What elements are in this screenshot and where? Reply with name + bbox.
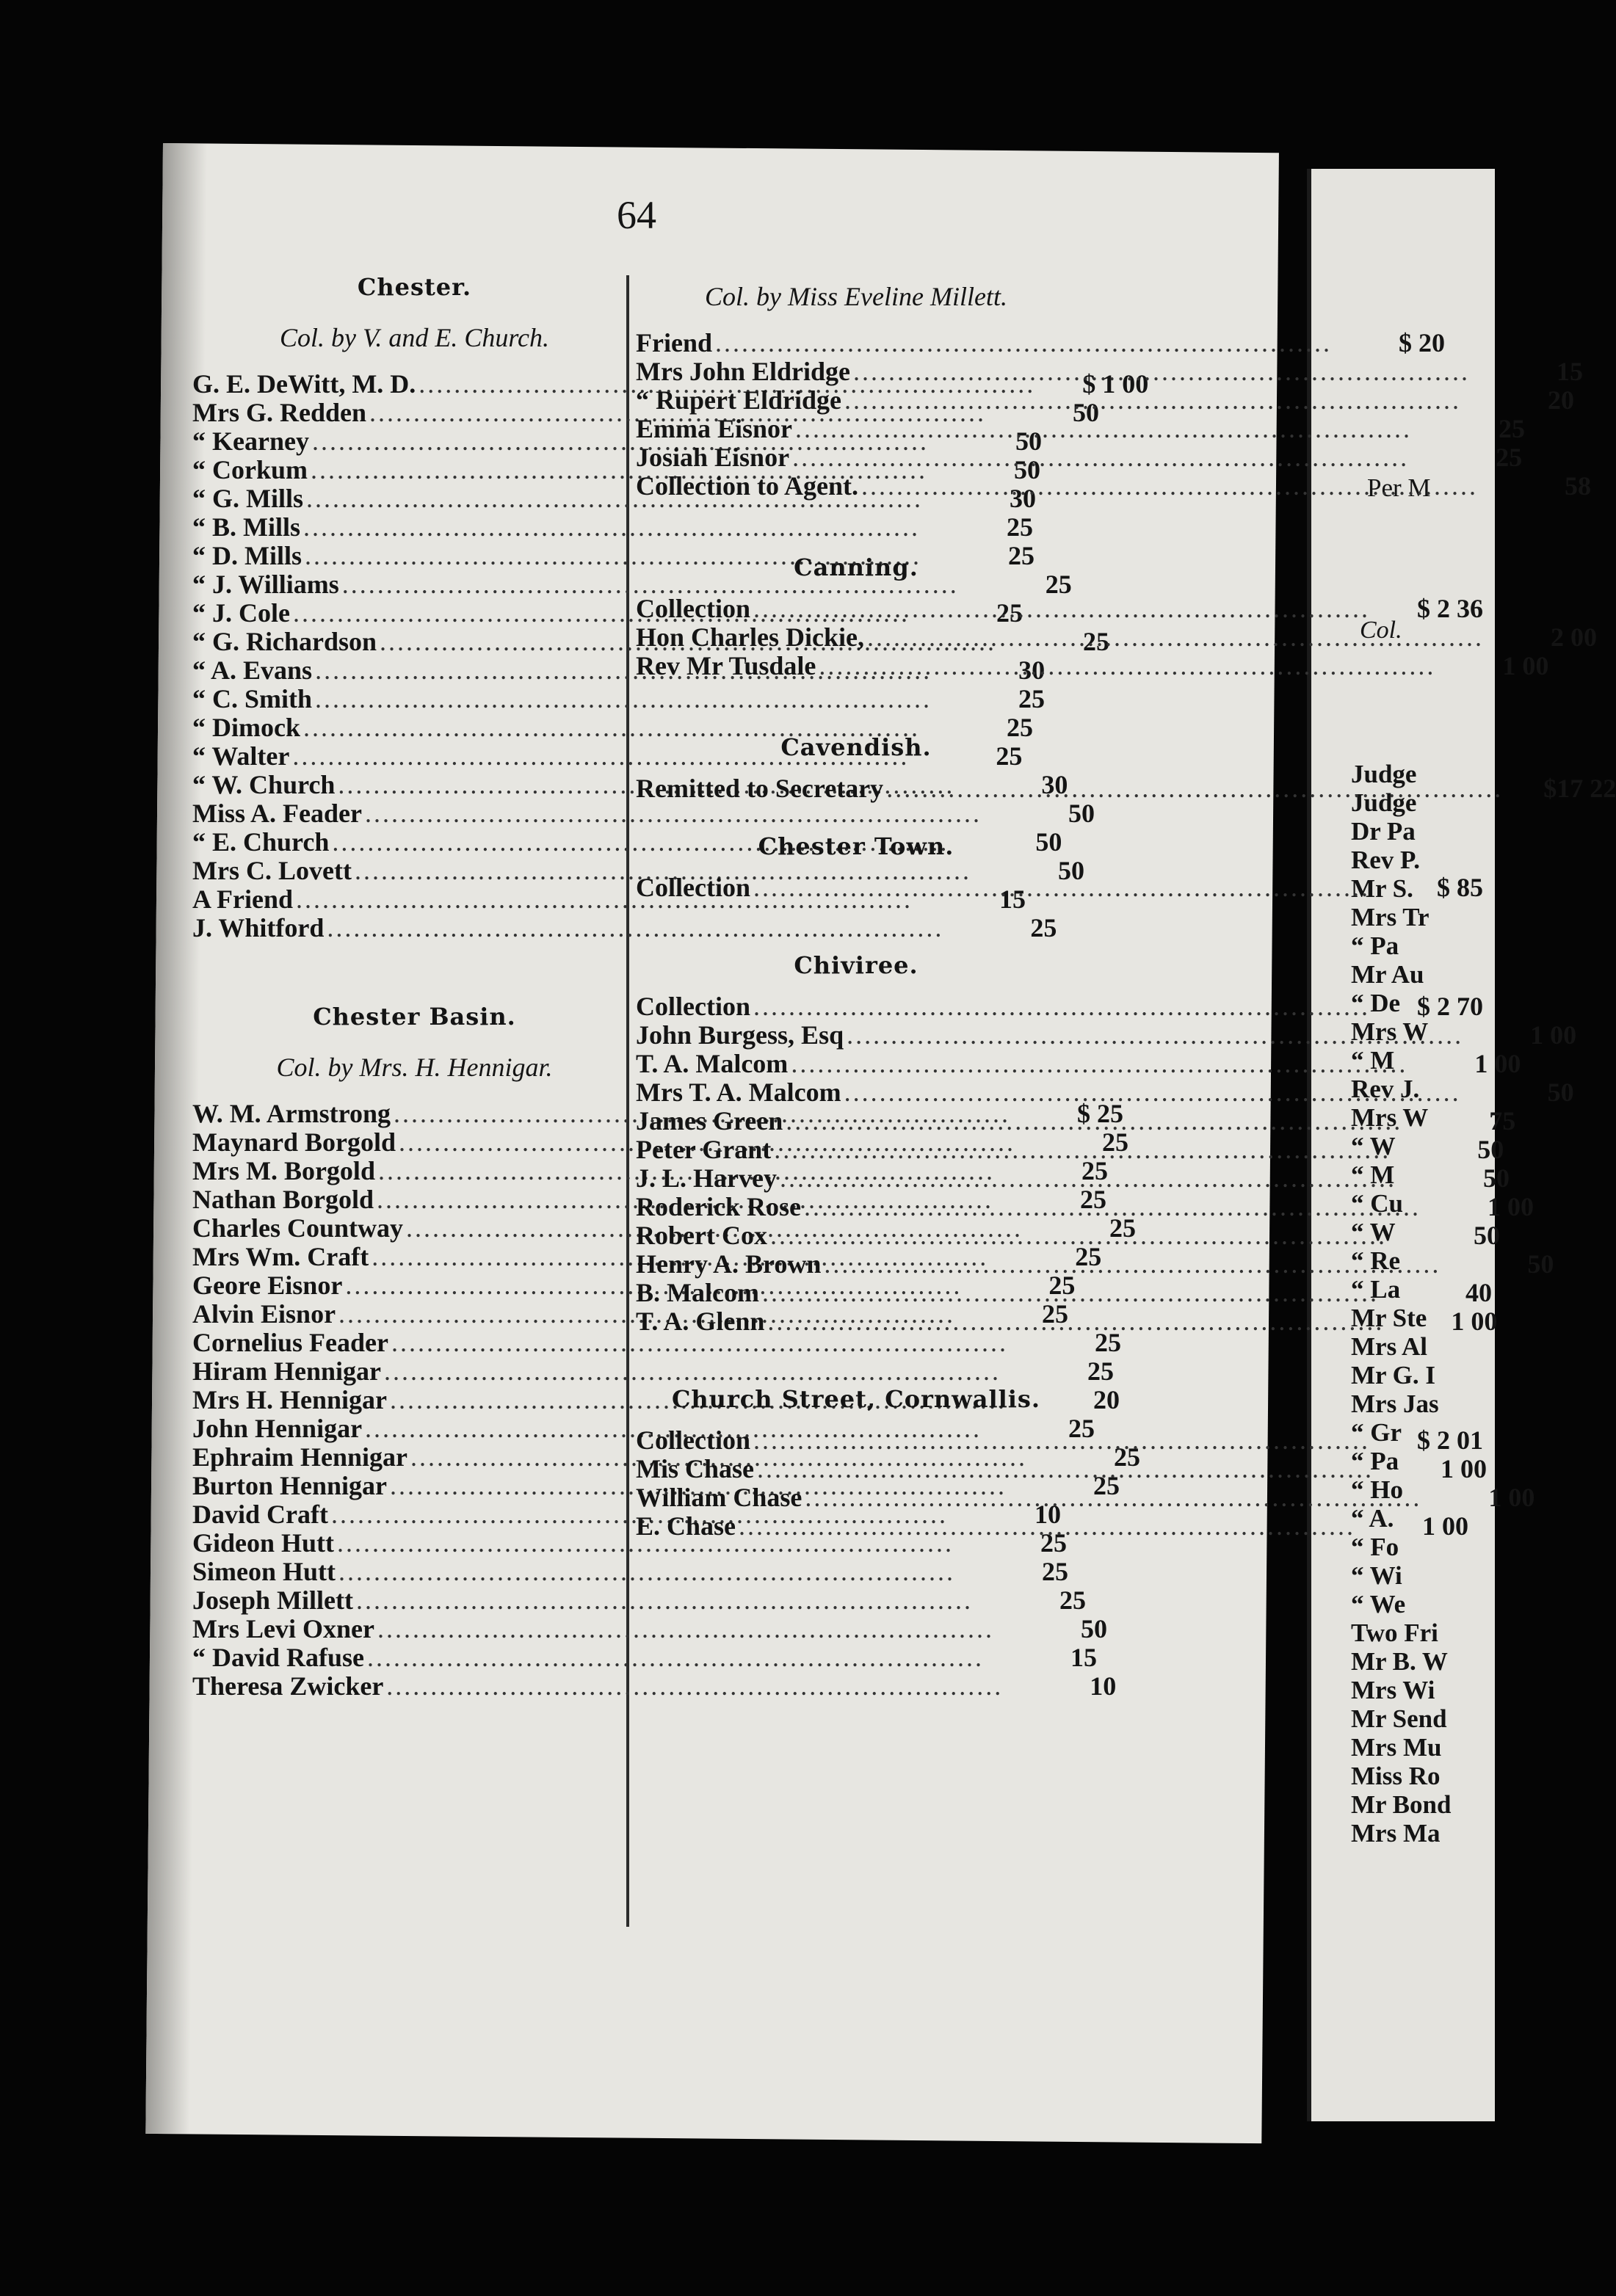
donation-amount: 25 [1018, 684, 1046, 713]
dot-leader [883, 774, 1506, 803]
dot-leader [383, 1672, 1006, 1701]
donor-name: Remitted to Secretary [636, 774, 884, 803]
donation-amount: 25 [1075, 1242, 1102, 1271]
dot-leader [750, 595, 1373, 623]
donation-amount: $ 2 70 [1416, 992, 1483, 1021]
donation-amount: 25 [1042, 1299, 1069, 1329]
donor-name: Collection [636, 1425, 750, 1455]
donation-amount: 1 00 [1441, 1454, 1487, 1483]
dot-leader [712, 329, 1335, 357]
collector-line: Col. by Miss Eveline Millett. [705, 282, 1007, 311]
donor-name: Ephraim Hennigar [192, 1442, 408, 1472]
dot-leader [844, 1021, 1466, 1050]
donor-name: J. Whitford [192, 913, 325, 942]
dot-leader [816, 652, 1438, 680]
donor-row [636, 651, 1549, 680]
facing-page-line: “ Ho [1351, 1475, 1403, 1504]
donor-row [636, 443, 1523, 472]
donor-name: John Hennigar [192, 1414, 363, 1443]
donation-amount: 50 [1035, 827, 1062, 857]
facing-page-line: Mrs Ma [1351, 1819, 1441, 1848]
facing-page-line: “ Re [1351, 1246, 1401, 1275]
donation-amount: 1 00 [1488, 1483, 1535, 1512]
donation-amount: 25 [1007, 512, 1034, 542]
donation-amount: 50 [1015, 426, 1042, 456]
donor-row [636, 1049, 1521, 1078]
donor-name: David Craft [192, 1500, 328, 1529]
section-title: Canning. [794, 553, 918, 581]
donor-row [192, 913, 1057, 942]
dot-leader [783, 1107, 1405, 1136]
donation-amount: 25 [1059, 1585, 1086, 1615]
facing-page-line: Judge [1351, 788, 1417, 817]
donor-name: Joseph Millett [192, 1585, 353, 1615]
donor-name: Collection to Agent. [636, 471, 858, 501]
donor-name: “ G. Richardson [192, 627, 377, 656]
donation-amount: 25 [1048, 1271, 1076, 1300]
donor-name: Mrs T. A. Malcom [636, 1078, 841, 1107]
section-title: Cavendish. [780, 733, 932, 761]
donor-name: James Green [636, 1106, 783, 1136]
donor-name: Cornelius Feader [192, 1328, 388, 1357]
donor-name: B. Malcom [636, 1278, 759, 1307]
donation-amount: 25 [1499, 414, 1526, 443]
donor-row [192, 1356, 1114, 1386]
donor-name: Theresa Zwicker [192, 1671, 384, 1701]
donor-name: Mrs G. Redden [192, 398, 366, 427]
donor-row [192, 1328, 1121, 1357]
section-title: Church Street, Cornwallis. [671, 1385, 1041, 1413]
donor-row [192, 713, 1033, 742]
donor-row [192, 570, 1072, 599]
donor-name: “ Corkum [192, 455, 308, 484]
donation-amount: 50 [1473, 1221, 1500, 1250]
donor-name: “ B. Mills [192, 512, 301, 542]
facing-page-line: Rev P. [1351, 846, 1420, 874]
facing-page-top-text: Per M [1367, 473, 1431, 502]
donor-name: J. L. Harvey [636, 1163, 777, 1193]
facing-page-line: “ W [1351, 1132, 1396, 1160]
donation-amount: 15 [999, 884, 1026, 914]
donor-row [192, 1528, 1068, 1558]
donor-name: “ C. Smith [192, 684, 313, 713]
donor-name: G. E. DeWitt, M. D. [192, 369, 416, 399]
donor-name: Mrs John Eldridge [636, 357, 851, 386]
donation-amount: 50 [1477, 1135, 1504, 1164]
donation-amount: 30 [1010, 484, 1036, 513]
donor-name: T. A. Malcom [636, 1049, 789, 1078]
dot-leader [754, 1455, 1377, 1483]
facing-page-line: Rev J. [1351, 1075, 1420, 1103]
dot-leader [771, 1136, 1394, 1164]
section-spacer [636, 501, 1076, 545]
donor-name: “ Rupert Eldridge [636, 385, 842, 415]
donor-name: “ Dimock [192, 713, 300, 742]
facing-page-line: Mrs Wi [1351, 1676, 1435, 1704]
dot-leader [750, 992, 1373, 1021]
donation-amount: $ 2 01 [1416, 1425, 1483, 1455]
donor-row [636, 1511, 1469, 1541]
donor-name: Simeon Hutt [192, 1557, 336, 1586]
donor-name: Geore Eisnor [192, 1271, 343, 1300]
facing-page-line: Mrs Mu [1351, 1733, 1442, 1762]
donation-amount: 1 00 [1474, 1049, 1521, 1078]
donation-amount: 25 [1102, 1127, 1129, 1157]
section-spacer [192, 942, 637, 994]
donation-amount: 1 00 [1502, 651, 1549, 680]
donor-name: Charles Countway [192, 1213, 404, 1243]
donation-amount: 25 [1068, 1414, 1095, 1443]
facing-page-line: “ Pa [1351, 931, 1399, 960]
dot-leader [374, 1615, 997, 1643]
facing-page-line: Mrs Jas [1351, 1389, 1439, 1418]
collector-line: Col. by Mrs. H. Hennigar. [276, 1053, 553, 1082]
facing-page-line: “ Wi [1351, 1561, 1402, 1590]
donor-row [192, 799, 1095, 828]
section-spacer [636, 680, 1076, 724]
donor-name: Emma Eisnor [636, 414, 793, 443]
dot-leader [788, 1050, 1410, 1078]
donation-amount: 1 00 [1451, 1307, 1498, 1336]
facing-page-line: “ Gr [1351, 1418, 1402, 1447]
donor-name: Nathan Borgold [192, 1185, 374, 1214]
donor-row [192, 1557, 1069, 1586]
donation-amount: 75 [1489, 1106, 1516, 1136]
facing-page-line: “ We [1351, 1590, 1406, 1619]
dot-leader [841, 386, 1464, 415]
donation-amount: 50 [1057, 856, 1084, 885]
facing-page-line: Mrs W [1351, 1103, 1429, 1132]
facing-page-line: “ A. [1351, 1504, 1394, 1533]
donation-amount: $ 20 [1399, 328, 1445, 357]
dot-leader [759, 1279, 1382, 1307]
donation-amount: 50 [1080, 1614, 1107, 1643]
donor-row [192, 1614, 1107, 1643]
section-title: Chester Basin. [313, 1003, 516, 1031]
facing-page-line: Mrs Al [1351, 1332, 1428, 1361]
donor-name: A Friend [192, 884, 294, 914]
donor-row [192, 512, 1034, 542]
donation-amount: 25 [1045, 570, 1072, 599]
donation-amount: 25 [1081, 1156, 1108, 1185]
donation-amount: 15 [1557, 357, 1584, 386]
dot-leader [789, 443, 1412, 472]
dot-leader [801, 1193, 1424, 1221]
facing-page-line: Two Fri [1351, 1619, 1438, 1647]
donation-amount: 1 00 [1530, 1020, 1577, 1050]
donor-row [192, 684, 1046, 713]
donation-amount: 25 [1114, 1442, 1141, 1472]
donation-amount: 25 [1083, 627, 1110, 656]
facing-page-line: “ De [1351, 989, 1401, 1017]
dot-leader [750, 1426, 1373, 1455]
facing-page-line: “ La [1351, 1275, 1401, 1304]
dot-leader [777, 1164, 1399, 1193]
donor-name: “ W. Church [192, 770, 336, 799]
donor-name: “ A. Evans [192, 655, 313, 685]
donor-name: W. M. Armstrong [192, 1099, 391, 1128]
donor-name: Hon Charles Dickie, [636, 622, 864, 652]
section-title: Chiviree. [794, 951, 918, 979]
donor-name: “ G. Mills [192, 484, 303, 513]
donation-amount: 2 00 [1551, 622, 1597, 652]
donor-name: “ J. Williams [192, 570, 339, 599]
donation-amount: 25 [1094, 1328, 1121, 1357]
donor-name: Maynard Borgold [192, 1127, 396, 1157]
donation-amount: 25 [1007, 713, 1033, 742]
donor-name: Roderick Rose [636, 1192, 801, 1221]
section-spacer [636, 803, 1076, 824]
section-spacer [636, 902, 1076, 942]
donor-name: Rev Mr Tusdale [636, 651, 816, 680]
donation-amount: 40 [1465, 1278, 1492, 1307]
facing-page-line: Mr Bond [1351, 1790, 1452, 1819]
facing-page-line: Mr Ste [1351, 1304, 1427, 1332]
facing-page-line: Dr Pa [1351, 817, 1416, 846]
donation-amount: $ 1 00 [1082, 369, 1149, 399]
donation-amount: 25 [1093, 1471, 1120, 1500]
dot-leader [850, 357, 1473, 386]
donor-name: Alvin Eisnor [192, 1299, 336, 1329]
donation-amount: 25 [1080, 1185, 1107, 1214]
donor-name: Mis Chase [636, 1454, 754, 1483]
donor-name: Josiah Eisnor [636, 443, 790, 472]
donation-amount: 58 [1564, 471, 1591, 501]
donor-name: E. Chase [636, 1511, 736, 1541]
donor-name: Mrs Levi Oxner [192, 1614, 374, 1643]
facing-page-line: “ W [1351, 1218, 1396, 1246]
facing-page-line: “ Fo [1351, 1533, 1399, 1561]
donation-amount: 25 [1030, 913, 1057, 942]
donation-amount: 1 00 [1422, 1511, 1469, 1541]
donor-row [192, 1585, 1086, 1615]
facing-page-line: Mr Au [1351, 960, 1424, 989]
donor-name: John Burgess, Esq [636, 1020, 844, 1050]
dot-leader [767, 1221, 1390, 1250]
donor-name: Mrs C. Lovett [192, 856, 352, 885]
donation-amount: 25 [1040, 1528, 1068, 1558]
donor-name: Gideon Hutt [192, 1528, 335, 1558]
dot-leader [336, 1558, 958, 1586]
dot-leader [858, 472, 1481, 501]
donor-row [636, 328, 1445, 357]
donation-amount: $ 2 36 [1416, 594, 1483, 623]
donation-amount: 25 [1008, 541, 1035, 570]
donor-name: Burton Hennigar [192, 1471, 388, 1500]
donation-amount: 15 [1070, 1643, 1098, 1672]
donor-name: Mrs M. Borgold [192, 1156, 375, 1185]
donor-name: Mrs Wm. Craft [192, 1242, 369, 1271]
donation-amount: 25 [996, 598, 1023, 628]
facing-page-line: Mrs Tr [1351, 903, 1430, 931]
donation-amount: $ 85 [1436, 873, 1483, 902]
facing-page-line: Judge [1351, 760, 1417, 788]
donation-amount: 30 [1041, 770, 1068, 799]
dot-leader [802, 1483, 1424, 1512]
facing-page-line: “ Cu [1351, 1189, 1403, 1218]
facing-page-line: Mr G. I [1351, 1361, 1436, 1389]
facing-page-line: “ M [1351, 1160, 1395, 1189]
facing-page-line: Mrs W [1351, 1017, 1429, 1046]
donation-amount: $17 22 [1543, 774, 1616, 803]
donation-amount: 20 [1093, 1385, 1120, 1414]
section-title: Chester Town. [758, 832, 954, 860]
donor-row [636, 414, 1526, 443]
dot-leader [841, 1078, 1464, 1107]
donor-name: William Chase [636, 1483, 802, 1512]
donor-name: Mrs H. Hennigar [192, 1385, 387, 1414]
donation-amount: 25 [1042, 1557, 1069, 1586]
donor-name: T. A. Glenn [636, 1307, 765, 1336]
facing-page-line: “ M [1351, 1046, 1395, 1075]
donation-amount: 30 [1018, 655, 1046, 685]
donor-name: “ D. Mills [192, 541, 302, 570]
donation-amount: 25 [1087, 1356, 1114, 1386]
donor-name: Friend [636, 328, 712, 357]
facing-page-collector: Col. [1360, 617, 1402, 644]
donor-name: Henry A. Brown [636, 1249, 822, 1279]
donor-name: Collection [636, 873, 750, 902]
facing-page-line: Mr S. [1351, 874, 1413, 903]
dot-leader [764, 1307, 1387, 1336]
facing-page-line: Miss Ro [1351, 1762, 1441, 1790]
donor-row [192, 856, 1084, 885]
donor-name: Collection [636, 594, 750, 623]
dot-leader [353, 1586, 976, 1615]
donor-name: Hiram Hennigar [192, 1356, 381, 1386]
page-number: 64 [617, 193, 656, 237]
dot-leader [364, 1643, 987, 1672]
donation-amount: 50 [1073, 398, 1099, 427]
dot-leader [821, 1250, 1443, 1279]
dot-leader [736, 1512, 1358, 1541]
donor-row [192, 1671, 1117, 1701]
donation-amount: 1 00 [1487, 1192, 1534, 1221]
donor-row [192, 1643, 1098, 1672]
donor-name: “ David Rafuse [192, 1643, 365, 1672]
collector-line: Col. by V. and E. Church. [280, 323, 549, 352]
section-spacer [636, 1336, 1076, 1376]
donor-name: “ Kearney [192, 426, 309, 456]
section-title: Chester. [357, 273, 472, 301]
donation-amount: 50 [1527, 1249, 1554, 1279]
donor-name: “ J. Cole [192, 598, 290, 628]
donor-name: Peter Grant [636, 1135, 772, 1164]
donor-name: Collection [636, 992, 750, 1021]
donor-row [636, 594, 1483, 623]
facing-page-line: Mr Send [1351, 1704, 1447, 1733]
donation-amount: 25 [996, 741, 1023, 771]
donation-amount: 25 [1496, 443, 1523, 472]
donation-amount: $ 25 [1077, 1099, 1123, 1128]
donation-amount: 50 [1068, 799, 1095, 828]
donation-amount: 50 [1014, 455, 1041, 484]
donor-name: “ Walter [192, 741, 290, 771]
donation-amount: 20 [1548, 385, 1575, 415]
donation-amount: 50 [1547, 1078, 1574, 1107]
donor-name: “ E. Church [192, 827, 330, 857]
facing-page-line: “ Pa [1351, 1447, 1399, 1475]
facing-page-line: Mr B. W [1351, 1647, 1448, 1676]
donation-amount: 10 [1090, 1671, 1117, 1701]
dot-leader [864, 623, 1487, 652]
donation-amount: 25 [1109, 1213, 1137, 1243]
dot-leader [750, 873, 1373, 902]
dot-leader [792, 415, 1415, 443]
donor-name: Robert Cox [636, 1221, 767, 1250]
donation-amount: 10 [1034, 1500, 1061, 1529]
donor-name: Miss A. Feader [192, 799, 362, 828]
donation-amount: 50 [1482, 1163, 1510, 1193]
